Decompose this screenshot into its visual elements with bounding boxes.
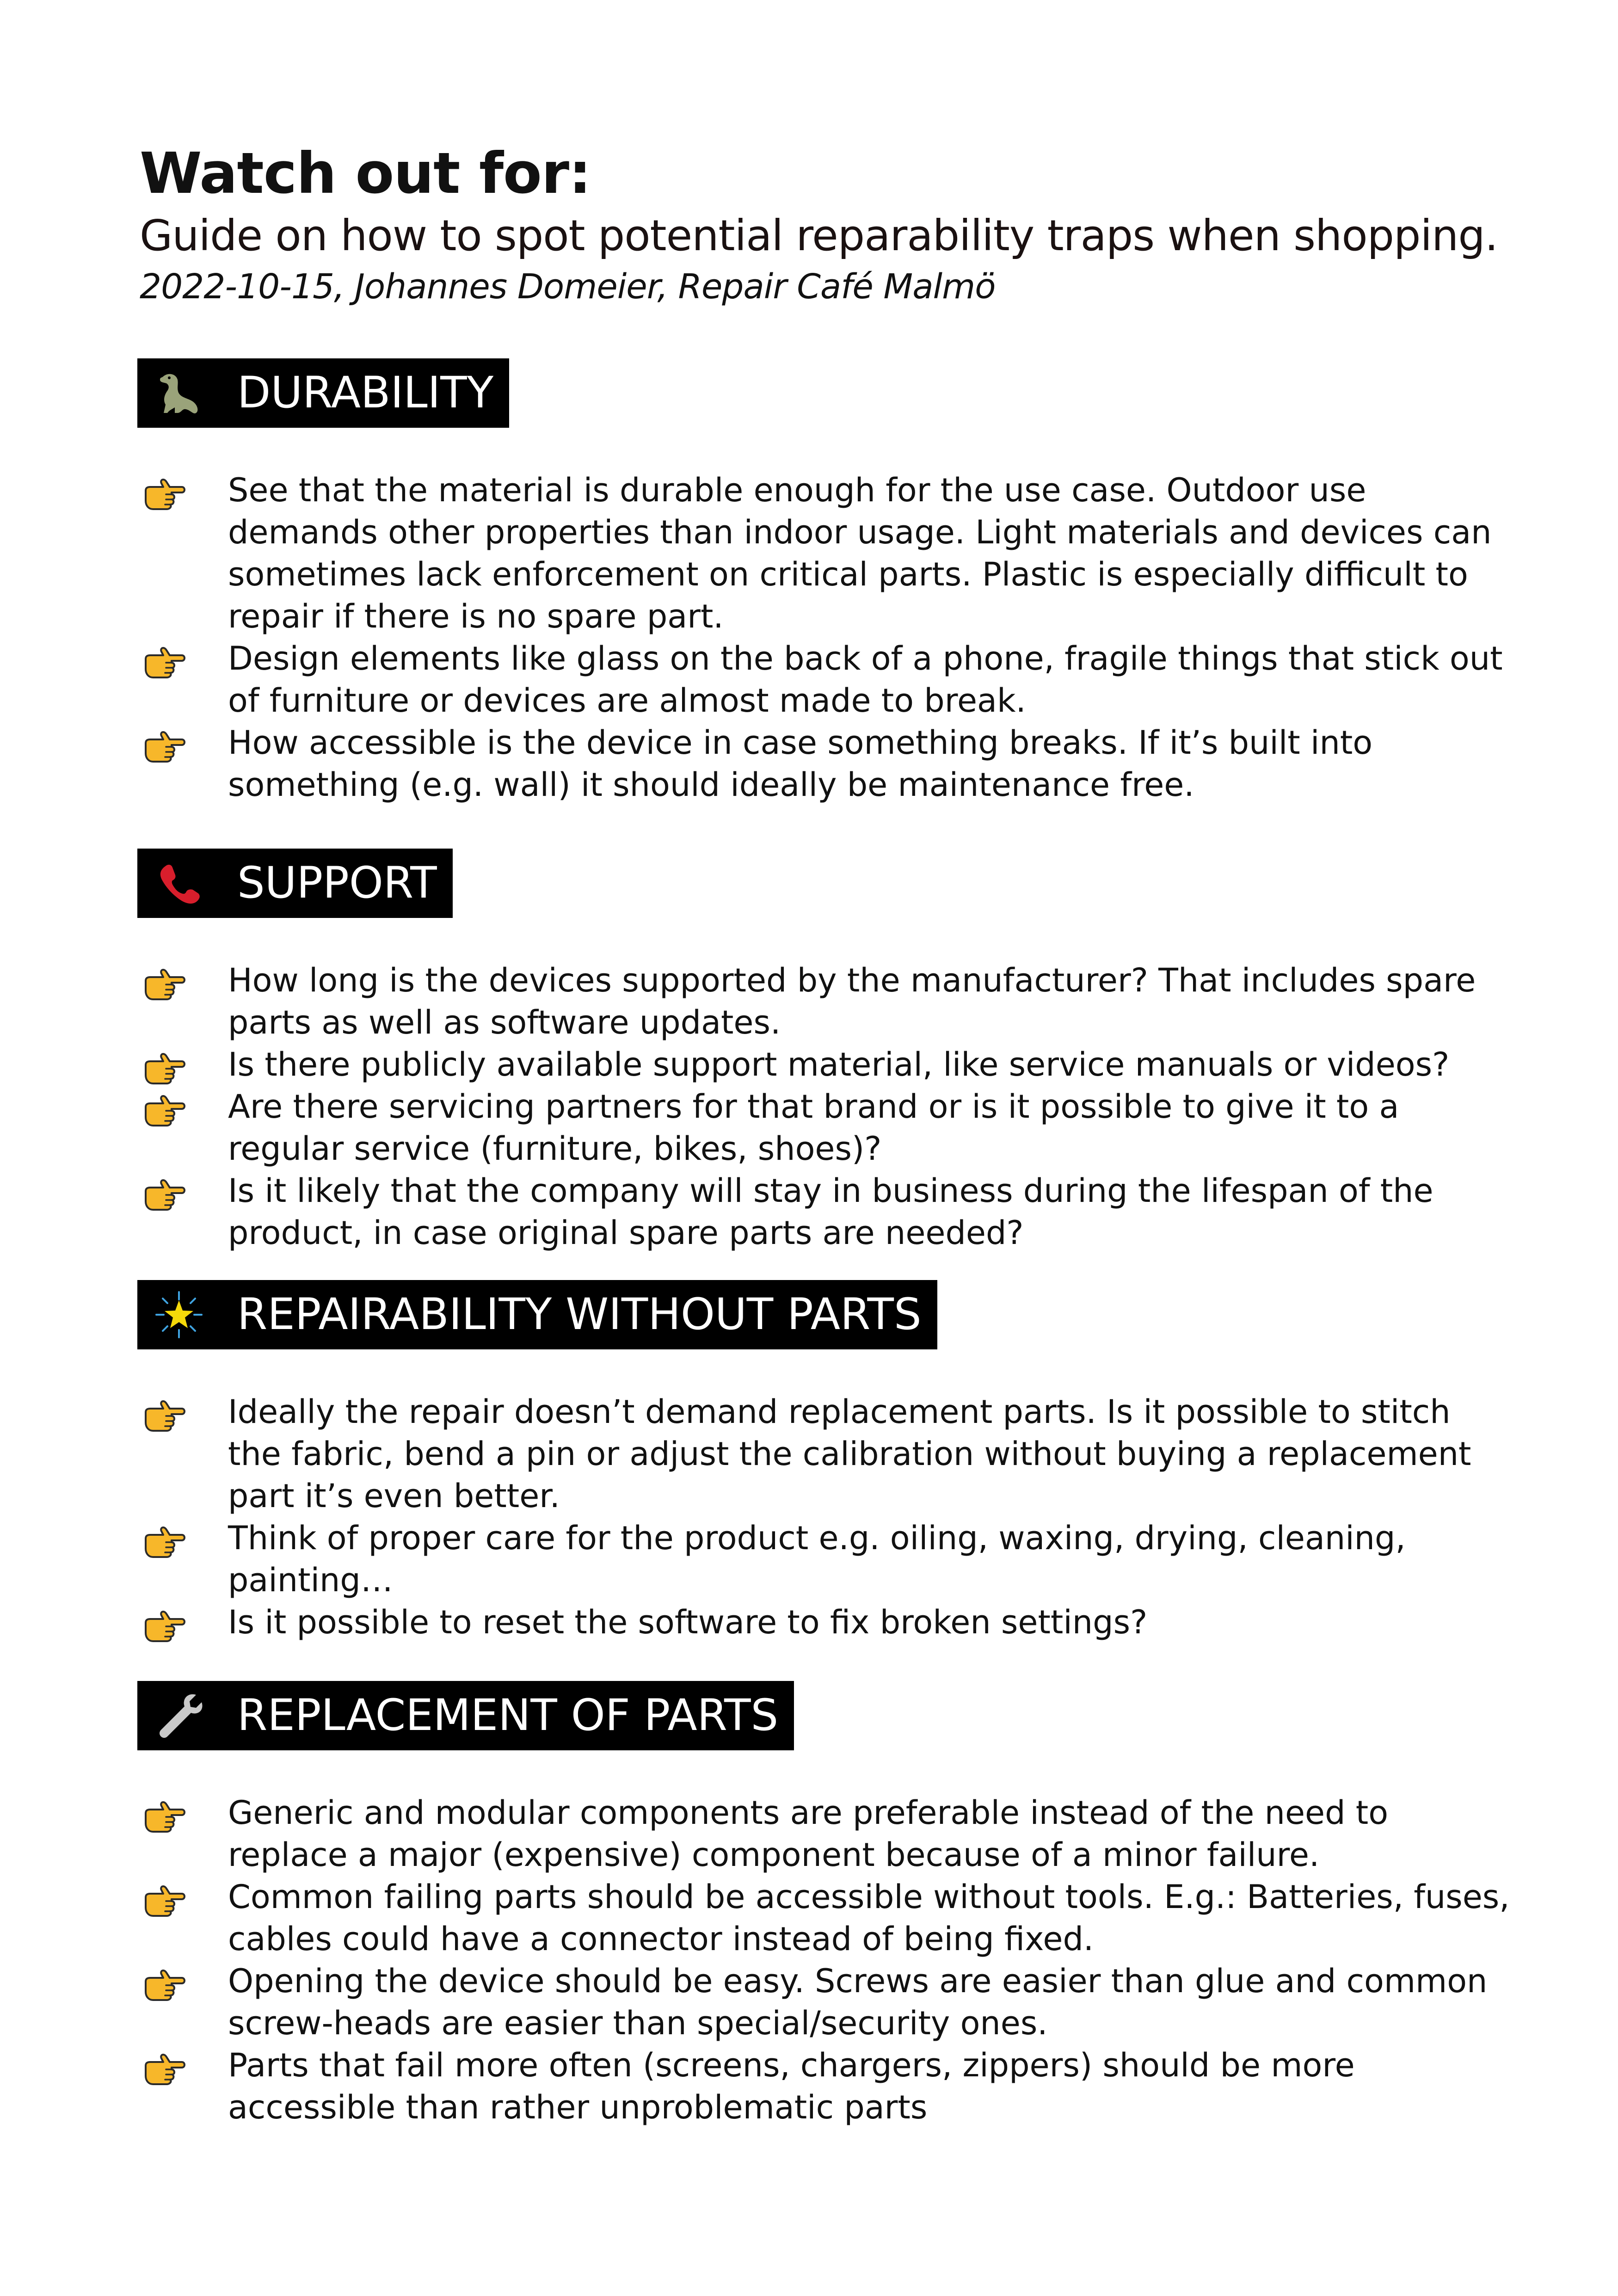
pointing-hand-icon [143,1799,185,1833]
list-item [137,722,1513,806]
list-item-text: Common failing parts should be accessible without tools. E.g.: Batteries, fuses, cables could have a connector instead of being fixed. [228,1878,1510,1958]
list-item [137,638,1513,722]
list-item-text: How long is the devices supported by the manufacturer? That includes spare parts as well as software updates. [228,961,1476,1041]
pointing-hand-icon [143,1609,185,1642]
section-repairability [137,1280,1525,1644]
list-item-text: Parts that fail more often (screens, chargers, zippers) should be more accessible than rather unproblematic parts [228,2046,1355,2126]
list-item [137,1792,1513,1876]
list-item-text: Are there servicing partners for that brand or is it possible to give it to a regular service (furniture, bikes, shoes)? [228,1088,1399,1168]
list-item [137,1170,1513,1254]
list-item [137,1601,1513,1644]
list-item [137,1086,1513,1170]
pointing-hand-icon [143,1525,185,1558]
pointing-hand-icon [143,1884,185,1917]
pointing-hand-icon [143,1093,185,1126]
list-item [137,1960,1513,2044]
telephone-icon [147,853,211,913]
section-header [137,358,509,428]
list-item-text: Is there publicly available support material, like service manuals or videos? [228,1046,1450,1083]
pointing-hand-icon [143,1051,185,1084]
section-title: DURABILITY [237,368,494,418]
list-item-text: Is it likely that the company will stay in business during the lifespan of the product, in case original spare parts are needed? [228,1172,1433,1252]
bullet-list [137,960,1525,1254]
bullet-list [137,469,1525,806]
pointing-hand-icon [143,645,185,678]
section-title: SUPPORT [237,858,437,908]
section-replacement [137,1681,1525,2129]
sparkle-star-icon [147,1285,211,1345]
section-title: REPLACEMENT OF PARTS [237,1690,779,1741]
page-title: Watch out for: [140,141,591,206]
list-item-text: Generic and modular components are preferable instead of the need to replace a major (expensive) component because of a minor failure. [228,1794,1389,1874]
bullet-list [137,1792,1525,2129]
dinosaur-icon [147,363,211,423]
list-item-text: Opening the device should be easy. Screws are easier than glue and common screw-heads are easier than special/security ones. [228,1962,1488,2042]
list-item [137,1391,1513,1517]
section-title: REPAIRABILITY WITHOUT PARTS [237,1289,922,1340]
list-item [137,1044,1513,1086]
wrench-icon [147,1686,211,1746]
pointing-hand-icon [143,967,185,1000]
list-item [137,2044,1513,2129]
list-item-text: Design elements like glass on the back of a phone, fragile things that stick out of furniture or devices are almost made to break. [228,640,1503,720]
list-item [137,1876,1513,1960]
pointing-hand-icon [143,2052,185,2085]
bullet-list [137,1391,1525,1644]
section-header [137,1681,794,1750]
section-header [137,1280,937,1349]
pointing-hand-icon [143,729,185,763]
section-support [137,849,1525,1254]
pointing-hand-icon [143,1398,185,1432]
document-header [140,139,1527,310]
list-item [137,960,1513,1044]
list-item-text: See that the material is durable enough for the use case. Outdoor use demands other properties than indoor usage. Light materials and devices can sometimes lack enforcement on critical parts. Plastic is especially difficult to repair if there is no spare part. [228,471,1492,635]
page-subtitle: Guide on how to spot potential reparability traps when shopping. [140,211,1498,260]
list-item-text: Ideally the repair doesn’t demand replacement parts. Is it possible to stitch the fabric, bend a pin or adjust the calibration without buying a replacement part it’s even better. [228,1393,1471,1515]
pointing-hand-icon [143,477,185,510]
list-item [137,1517,1513,1601]
section-header [137,849,453,918]
list-item-text: Think of proper care for the product e.g. oiling, waxing, drying, cleaning, painting… [228,1519,1406,1599]
pointing-hand-icon [143,1177,185,1211]
list-item-text: Is it possible to reset the software to fix broken settings? [228,1603,1148,1641]
byline: 2022-10-15, Johannes Domeier, Repair Café Malmö [140,267,996,307]
pointing-hand-icon [143,1968,185,2001]
list-item-text: How accessible is the device in case something breaks. If it’s built into something (e.g. wall) it should ideally be maintenance free. [228,724,1373,804]
section-durability [137,358,1525,806]
list-item [137,469,1513,638]
